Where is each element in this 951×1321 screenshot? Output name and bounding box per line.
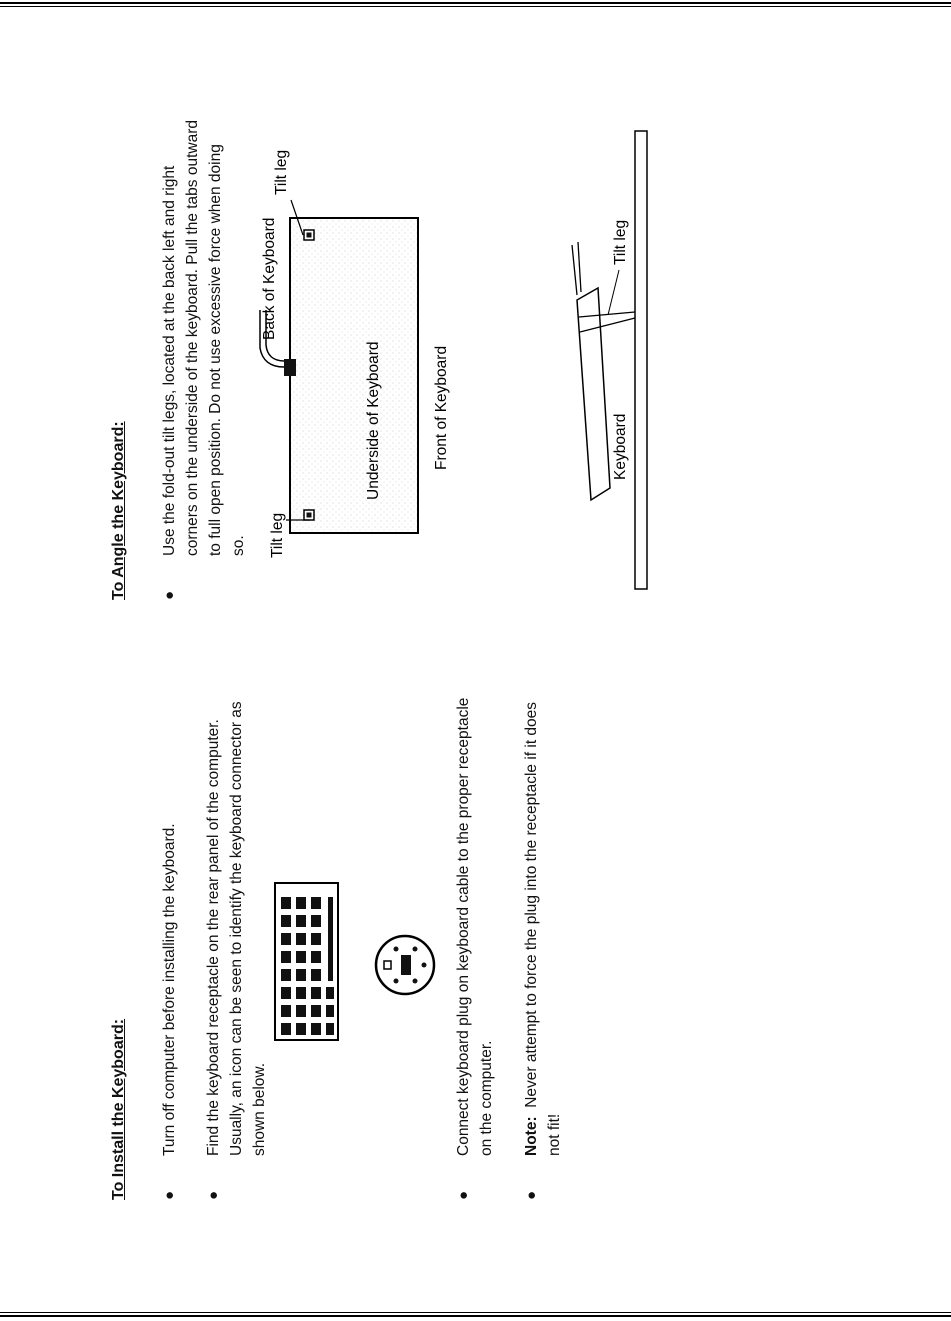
install-bullet-2-text: Find the keyboard receptacle on the rear panel of the computer. Usually, an icon can be seen to identify the keyboard connector as shown below. — [205, 701, 268, 1156]
keyboard-side-label: Keyboard — [612, 413, 629, 480]
top-rule — [0, 2, 951, 7]
cable-plug — [284, 359, 296, 376]
underside-label: Underside of Keyboard — [365, 341, 382, 500]
keyboard-side — [577, 288, 610, 500]
install-note-text — [520, 680, 566, 1156]
bullet-dot: ● — [205, 1190, 222, 1200]
install-icons — [110, 700, 450, 1200]
desk-surface — [635, 131, 647, 589]
cable-side — [572, 245, 577, 295]
keyboard-underside — [260, 200, 418, 533]
note-label: Note: — [523, 1116, 540, 1156]
back-label: Back of Keyboard — [261, 217, 278, 340]
install-bullet-3-text: Connect keyboard plug on keyboard cable to the proper receptacle on the computer. — [455, 697, 495, 1156]
keyboard-icon — [275, 883, 338, 1040]
rotated-page — [110, 100, 870, 1200]
front-label: Front of Keyboard — [433, 345, 450, 470]
tilt-leg-right-marker — [304, 230, 314, 240]
underside-diagram — [110, 100, 870, 600]
bullet-dot: ● — [161, 1190, 178, 1200]
install-bullet-1-text: Turn off computer before installing the keyboard. — [161, 823, 178, 1156]
bullet-dot: ● — [455, 1190, 472, 1200]
angle-section — [110, 100, 870, 600]
note-body: Never attempt to force the plug into the receptacle if it does not fit! — [523, 701, 563, 1156]
ps2-connector-icon — [376, 936, 434, 994]
tilt-leg-left-label: Tilt leg — [269, 512, 286, 558]
bottom-rule — [0, 1312, 951, 1317]
bullet-dot: ● — [161, 590, 178, 600]
install-bullet-3 — [452, 690, 498, 1200]
install-note — [520, 680, 566, 1200]
tilt-leg-side-label: Tilt leg — [612, 219, 629, 265]
angle-bullet-1-text: Use the fold-out tilt legs, located at the back left and right corners on the underside of the keyboard. Pull the tabs outward to full open position. Do not use excessive force when doing so. — [161, 120, 247, 556]
install-heading: To Install the Keyboard: — [110, 1018, 127, 1200]
bullet-dot: ● — [523, 1190, 540, 1200]
tilt-leg-left-marker — [304, 510, 314, 520]
angle-heading: To Angle the Keyboard: — [110, 421, 127, 600]
side-view-diagram — [572, 131, 647, 589]
install-section — [110, 697, 870, 1200]
tilt-leg-right-label: Tilt leg — [273, 149, 290, 195]
